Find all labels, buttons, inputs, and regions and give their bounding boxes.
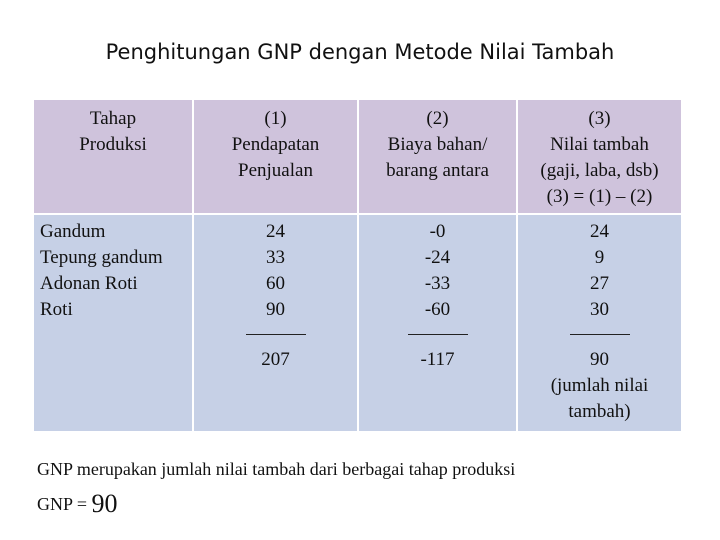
footer-statement: GNP merupakan jumlah nilai tambah dari berbagai tahap produksi	[37, 459, 516, 479]
stage-item: Roti	[40, 299, 73, 320]
header-stage-line: Produksi	[79, 134, 147, 155]
header-col2-line: barang antara	[386, 160, 489, 181]
footer-gnp-value: 90	[91, 489, 118, 518]
col1-value: 90	[266, 299, 285, 320]
sum-rule	[408, 334, 468, 335]
col1-value: 60	[266, 273, 285, 294]
header-stage	[34, 100, 192, 213]
col1-values	[194, 215, 357, 431]
value-added-table	[34, 100, 681, 431]
col3-total-note: (jumlah nilai	[550, 375, 649, 396]
header-col1-line: Pendapatan	[231, 134, 320, 155]
col3-value: 24	[590, 221, 609, 242]
header-col3-line: (gaji, laba, dsb)	[540, 160, 659, 181]
header-col3	[518, 100, 681, 213]
col1-value: 33	[266, 247, 285, 268]
col2-value: -33	[424, 273, 451, 294]
header-col3-line: Nilai tambah	[550, 134, 649, 155]
col2-total: -117	[420, 349, 455, 370]
header-stage-line: Tahap	[89, 108, 137, 129]
col2-values	[359, 215, 516, 431]
header-col1	[194, 100, 357, 213]
header-col3-line: (3) = (1) – (2)	[546, 186, 653, 207]
col2-value: -24	[424, 247, 451, 268]
col1-value: 24	[266, 221, 285, 242]
header-col3-line: (3)	[588, 108, 611, 129]
stage-item: Tepung gandum	[40, 247, 163, 268]
sum-rule	[246, 334, 306, 335]
col3-value: 9	[594, 247, 605, 268]
sum-rule	[570, 334, 630, 335]
col3-values	[518, 215, 681, 431]
col2-value: -0	[429, 221, 446, 242]
footer-gnp	[37, 489, 118, 519]
stage-item: Adonan Roti	[40, 273, 138, 294]
col3-value: 30	[590, 299, 609, 320]
header-col1-line: (1)	[264, 108, 287, 129]
col2-value: -60	[424, 299, 451, 320]
header-col2-line: Biaya bahan/	[387, 134, 488, 155]
stage-item: Gandum	[40, 221, 106, 242]
col3-value: 27	[590, 273, 609, 294]
col3-total-note: tambah)	[568, 401, 631, 422]
col3-total: 90	[590, 349, 609, 370]
col1-total: 207	[261, 349, 290, 370]
header-col1-line: Penjualan	[238, 160, 313, 181]
page-title: Penghitungan GNP dengan Metode Nilai Tambah	[105, 40, 615, 64]
header-col2	[359, 100, 516, 213]
header-col2-line: (2)	[426, 108, 449, 129]
stage-list	[34, 215, 192, 431]
footer-gnp-prefix: GNP =	[37, 494, 92, 514]
